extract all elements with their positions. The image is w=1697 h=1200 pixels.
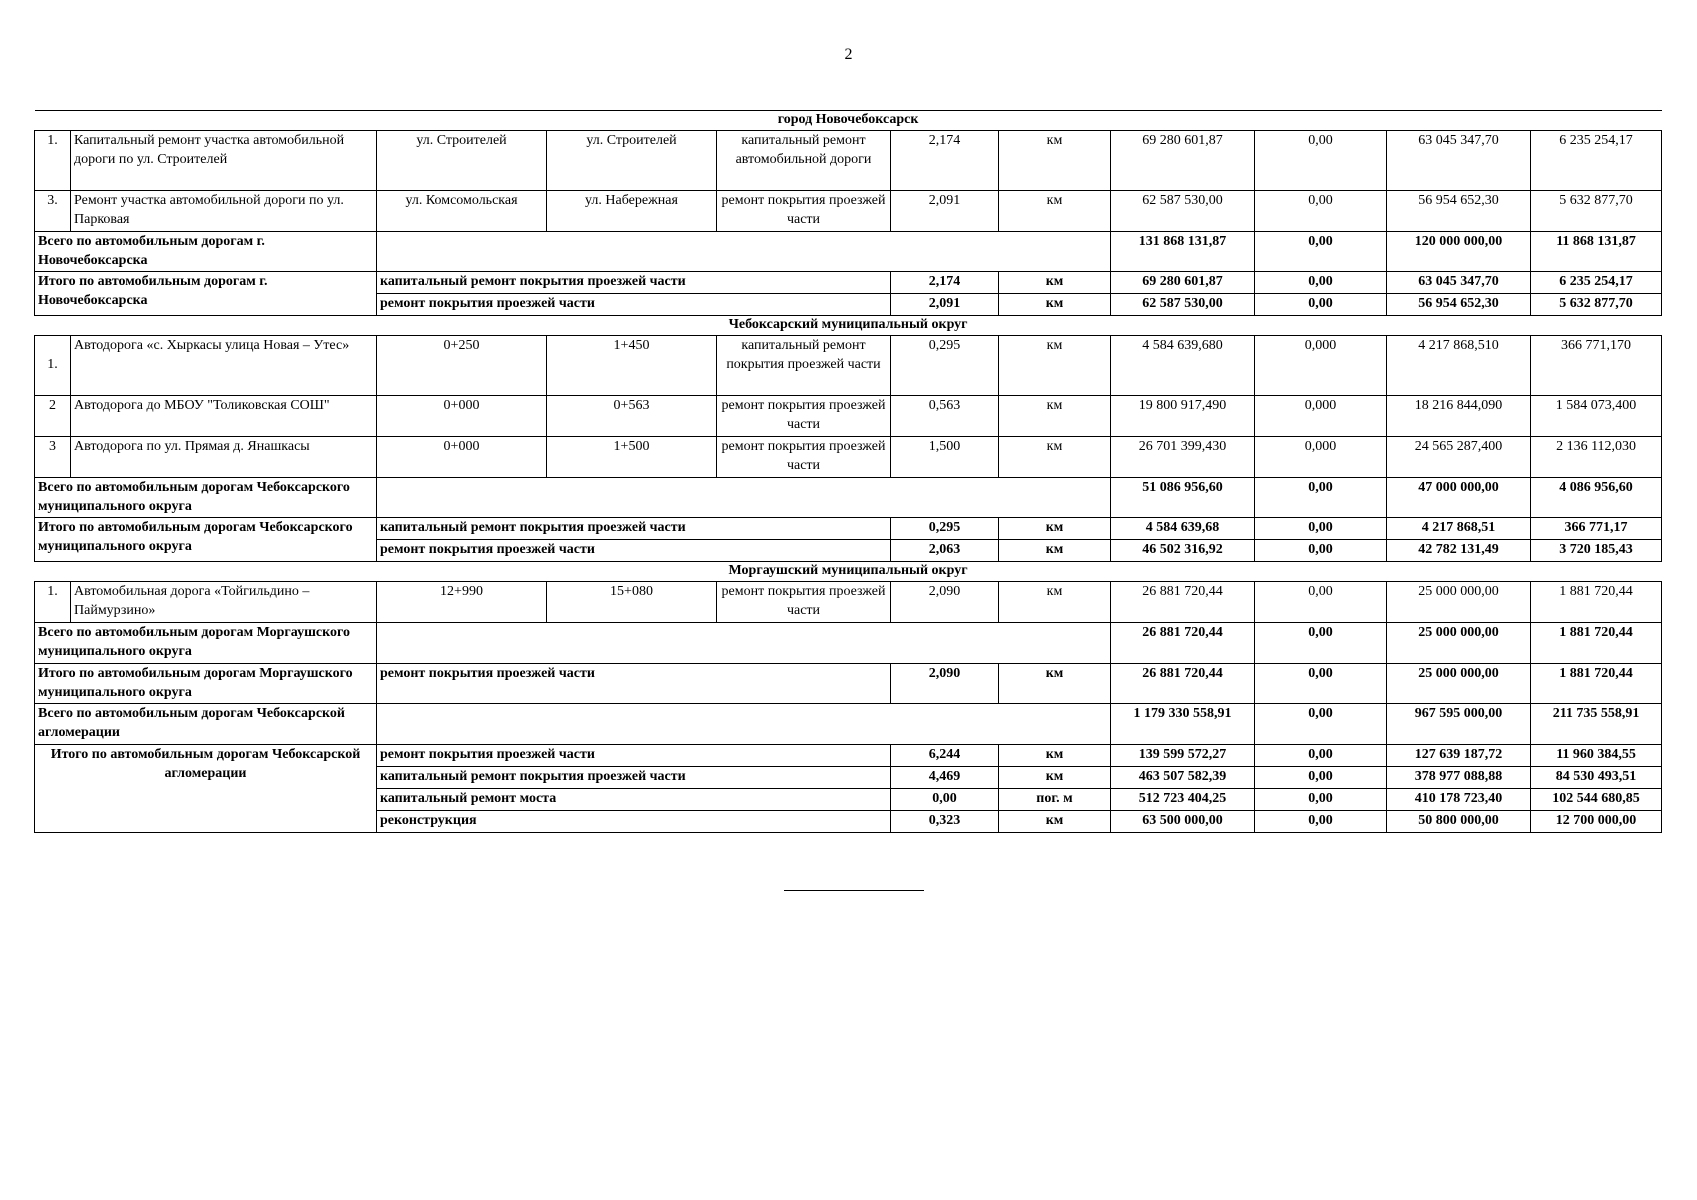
unit-cell: км [999, 436, 1111, 477]
total-cost-cell: 26 881 720,44 [1111, 622, 1255, 663]
local-cost-cell: 3 720 185,43 [1531, 540, 1662, 562]
federal-cost-cell: 0,00 [1255, 745, 1387, 767]
republic-cost-cell: 24 565 287,400 [1387, 436, 1531, 477]
republic-cost-cell: 25 000 000,00 [1387, 622, 1531, 663]
republic-cost-cell: 25 000 000,00 [1387, 663, 1531, 704]
road-name-cell: Автодорога до МБОУ "Толиковская СОШ" [71, 396, 377, 437]
republic-cost-cell: 63 045 347,70 [1387, 130, 1531, 190]
republic-cost-cell: 4 217 868,51 [1387, 518, 1531, 540]
local-cost-cell: 12 700 000,00 [1531, 810, 1662, 832]
start-cell: ул. Комсомольская [377, 190, 547, 231]
total-cost-cell: 4 584 639,68 [1111, 518, 1255, 540]
work-type-cell: капитальный ремонт покрытия проезжей части [717, 336, 891, 396]
end-cell: ул. Набережная [547, 190, 717, 231]
work-type-cell: реконструкция [377, 810, 891, 832]
section-total-row [35, 231, 1662, 272]
road-name-cell: Автодорога «с. Хыркасы улица Новая – Утес» [71, 336, 377, 396]
length-cell: 2,090 [891, 582, 999, 623]
federal-cost-cell: 0,00 [1255, 582, 1387, 623]
length-cell: 0,00 [891, 789, 999, 811]
total-cost-cell: 69 280 601,87 [1111, 272, 1255, 294]
republic-cost-cell: 63 045 347,70 [1387, 272, 1531, 294]
total-cost-cell: 46 502 316,92 [1111, 540, 1255, 562]
unit-cell: км [999, 190, 1111, 231]
road-name-cell: Автодорога по ул. Прямая д. Янашкасы [71, 436, 377, 477]
federal-cost-cell: 0,00 [1255, 789, 1387, 811]
section-itogo-label: Итого по автомобильным дорогам Моргаушского муниципального округа [35, 663, 377, 704]
republic-cost-cell: 18 216 844,090 [1387, 396, 1531, 437]
grand-itogo-row [35, 745, 1662, 767]
length-cell: 0,323 [891, 810, 999, 832]
row-number: 1. [35, 582, 71, 623]
section-total-row [35, 477, 1662, 518]
total-cost-cell: 463 507 582,39 [1111, 767, 1255, 789]
section-itogo-row [35, 272, 1662, 294]
local-cost-cell: 5 632 877,70 [1531, 294, 1662, 316]
local-cost-cell: 102 544 680,85 [1531, 789, 1662, 811]
federal-cost-cell: 0,00 [1255, 540, 1387, 562]
table-row [35, 190, 1662, 231]
local-cost-cell: 211 735 558,91 [1531, 704, 1662, 745]
table-row [35, 582, 1662, 623]
total-cost-cell: 69 280 601,87 [1111, 130, 1255, 190]
local-cost-cell: 6 235 254,17 [1531, 272, 1662, 294]
work-type-cell: ремонт покрытия проезжей части [377, 745, 891, 767]
work-type-cell: капитальный ремонт автомобильной дороги [717, 130, 891, 190]
republic-cost-cell: 378 977 088,88 [1387, 767, 1531, 789]
section-title: Моргаушский муниципальный округ [35, 562, 1662, 582]
federal-cost-cell: 0,00 [1255, 704, 1387, 745]
section-title-row [35, 316, 1662, 336]
length-cell: 6,244 [891, 745, 999, 767]
road-name-cell: Капитальный ремонт участка автомобильной дороги по ул. Строителей [71, 130, 377, 190]
federal-cost-cell: 0,00 [1255, 190, 1387, 231]
road-name-cell: Автомобильная дорога «Тойгильдино – Паймурзино» [71, 582, 377, 623]
total-cost-cell: 26 881 720,44 [1111, 582, 1255, 623]
federal-cost-cell: 0,00 [1255, 272, 1387, 294]
row-number: 2 [35, 396, 71, 437]
length-cell: 2,063 [891, 540, 999, 562]
unit-cell: км [999, 272, 1111, 294]
federal-cost-cell: 0,00 [1255, 810, 1387, 832]
length-cell: 1,500 [891, 436, 999, 477]
section-total-label: Всего по автомобильным дорогам Моргаушского муниципального округа [35, 622, 377, 663]
table-row [35, 130, 1662, 190]
republic-cost-cell: 47 000 000,00 [1387, 477, 1531, 518]
table-row [35, 336, 1662, 396]
work-type-cell: капитальный ремонт покрытия проезжей части [377, 518, 891, 540]
work-type-cell: ремонт покрытия проезжей части [377, 540, 891, 562]
local-cost-cell: 84 530 493,51 [1531, 767, 1662, 789]
section-title-row [35, 111, 1662, 131]
start-cell: 0+000 [377, 436, 547, 477]
empty-cell [377, 704, 1111, 745]
unit-cell: км [999, 745, 1111, 767]
total-cost-cell: 62 587 530,00 [1111, 294, 1255, 316]
local-cost-cell: 366 771,17 [1531, 518, 1662, 540]
local-cost-cell: 11 960 384,55 [1531, 745, 1662, 767]
work-type-cell: капитальный ремонт покрытия проезжей части [377, 272, 891, 294]
empty-cell [377, 477, 1111, 518]
work-type-cell: капитальный ремонт моста [377, 789, 891, 811]
unit-cell: км [999, 540, 1111, 562]
local-cost-cell: 366 771,170 [1531, 336, 1662, 396]
empty-cell [377, 231, 1111, 272]
grand-total-row [35, 704, 1662, 745]
republic-cost-cell: 25 000 000,00 [1387, 582, 1531, 623]
local-cost-cell: 2 136 112,030 [1531, 436, 1662, 477]
end-cell: 0+563 [547, 396, 717, 437]
total-cost-cell: 139 599 572,27 [1111, 745, 1255, 767]
unit-cell: км [999, 810, 1111, 832]
start-cell: ул. Строителей [377, 130, 547, 190]
roads-table [34, 110, 1662, 833]
end-cell: ул. Строителей [547, 130, 717, 190]
republic-cost-cell: 4 217 868,510 [1387, 336, 1531, 396]
total-cost-cell: 131 868 131,87 [1111, 231, 1255, 272]
federal-cost-cell: 0,000 [1255, 436, 1387, 477]
republic-cost-cell: 967 595 000,00 [1387, 704, 1531, 745]
start-cell: 0+000 [377, 396, 547, 437]
section-title: город Новочебоксарск [35, 111, 1662, 131]
end-cell: 1+500 [547, 436, 717, 477]
total-cost-cell: 62 587 530,00 [1111, 190, 1255, 231]
total-cost-cell: 19 800 917,490 [1111, 396, 1255, 437]
total-cost-cell: 26 701 399,430 [1111, 436, 1255, 477]
federal-cost-cell: 0,00 [1255, 477, 1387, 518]
section-total-label: Всего по автомобильным дорогам Чебоксарского муниципального округа [35, 477, 377, 518]
length-cell: 0,563 [891, 396, 999, 437]
total-cost-cell: 1 179 330 558,91 [1111, 704, 1255, 745]
republic-cost-cell: 56 954 652,30 [1387, 294, 1531, 316]
work-type-cell: ремонт покрытия проезжей части [717, 190, 891, 231]
total-cost-cell: 4 584 639,680 [1111, 336, 1255, 396]
local-cost-cell: 1 881 720,44 [1531, 582, 1662, 623]
total-cost-cell: 51 086 956,60 [1111, 477, 1255, 518]
federal-cost-cell: 0,00 [1255, 294, 1387, 316]
table-row [35, 396, 1662, 437]
length-cell: 2,091 [891, 294, 999, 316]
local-cost-cell: 1 584 073,400 [1531, 396, 1662, 437]
unit-cell: км [999, 294, 1111, 316]
closing-rule [784, 890, 924, 891]
road-name-cell: Ремонт участка автомобильной дороги по ул. Парковая [71, 190, 377, 231]
republic-cost-cell: 127 639 187,72 [1387, 745, 1531, 767]
federal-cost-cell: 0,00 [1255, 663, 1387, 704]
section-itogo-row [35, 518, 1662, 540]
work-type-cell: ремонт покрытия проезжей части [377, 663, 891, 704]
local-cost-cell: 1 881 720,44 [1531, 622, 1662, 663]
total-cost-cell: 26 881 720,44 [1111, 663, 1255, 704]
table-row [35, 436, 1662, 477]
work-type-cell: ремонт покрытия проезжей части [717, 436, 891, 477]
start-cell: 0+250 [377, 336, 547, 396]
length-cell: 0,295 [891, 518, 999, 540]
end-cell: 1+450 [547, 336, 717, 396]
length-cell: 2,174 [891, 130, 999, 190]
section-itogo-label: Итого по автомобильным дорогам г. Новочебоксарска [35, 272, 377, 316]
start-cell: 12+990 [377, 582, 547, 623]
grand-itogo-label: Итого по автомобильным дорогам Чебоксарской агломерации [35, 745, 377, 833]
grand-total-label: Всего по автомобильным дорогам Чебоксарской агломерации [35, 704, 377, 745]
federal-cost-cell: 0,00 [1255, 622, 1387, 663]
length-cell: 2,091 [891, 190, 999, 231]
row-number: 1. [35, 336, 71, 396]
section-title: Чебоксарский муниципальный округ [35, 316, 1662, 336]
section-total-row [35, 622, 1662, 663]
total-cost-cell: 63 500 000,00 [1111, 810, 1255, 832]
federal-cost-cell: 0,00 [1255, 767, 1387, 789]
work-type-cell: капитальный ремонт покрытия проезжей части [377, 767, 891, 789]
federal-cost-cell: 0,000 [1255, 396, 1387, 437]
section-itogo-label: Итого по автомобильным дорогам Чебоксарского муниципального округа [35, 518, 377, 562]
empty-cell [377, 622, 1111, 663]
section-title-row [35, 562, 1662, 582]
row-number: 3. [35, 190, 71, 231]
federal-cost-cell: 0,000 [1255, 336, 1387, 396]
work-type-cell: ремонт покрытия проезжей части [717, 396, 891, 437]
section-itogo-row [35, 663, 1662, 704]
unit-cell: км [999, 767, 1111, 789]
section-total-label: Всего по автомобильным дорогам г. Новочебоксарска [35, 231, 377, 272]
republic-cost-cell: 50 800 000,00 [1387, 810, 1531, 832]
end-cell: 15+080 [547, 582, 717, 623]
total-cost-cell: 512 723 404,25 [1111, 789, 1255, 811]
length-cell: 4,469 [891, 767, 999, 789]
page-number: 2 [844, 46, 853, 63]
unit-cell: км [999, 396, 1111, 437]
unit-cell: км [999, 518, 1111, 540]
unit-cell: пог. м [999, 789, 1111, 811]
work-type-cell: ремонт покрытия проезжей части [717, 582, 891, 623]
local-cost-cell: 6 235 254,17 [1531, 130, 1662, 190]
unit-cell: км [999, 130, 1111, 190]
row-number: 1. [35, 130, 71, 190]
unit-cell: км [999, 336, 1111, 396]
local-cost-cell: 1 881 720,44 [1531, 663, 1662, 704]
work-type-cell: ремонт покрытия проезжей части [377, 294, 891, 316]
local-cost-cell: 4 086 956,60 [1531, 477, 1662, 518]
length-cell: 0,295 [891, 336, 999, 396]
federal-cost-cell: 0,00 [1255, 231, 1387, 272]
length-cell: 2,174 [891, 272, 999, 294]
local-cost-cell: 5 632 877,70 [1531, 190, 1662, 231]
republic-cost-cell: 42 782 131,49 [1387, 540, 1531, 562]
local-cost-cell: 11 868 131,87 [1531, 231, 1662, 272]
unit-cell: км [999, 663, 1111, 704]
length-cell: 2,090 [891, 663, 999, 704]
federal-cost-cell: 0,00 [1255, 130, 1387, 190]
row-number: 3 [35, 436, 71, 477]
republic-cost-cell: 56 954 652,30 [1387, 190, 1531, 231]
unit-cell: км [999, 582, 1111, 623]
republic-cost-cell: 410 178 723,40 [1387, 789, 1531, 811]
federal-cost-cell: 0,00 [1255, 518, 1387, 540]
republic-cost-cell: 120 000 000,00 [1387, 231, 1531, 272]
